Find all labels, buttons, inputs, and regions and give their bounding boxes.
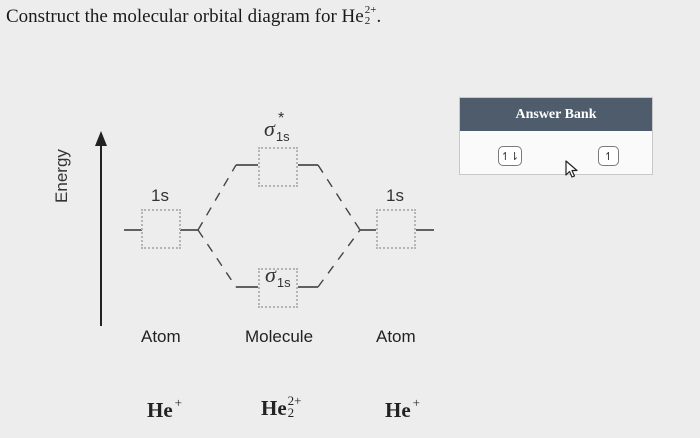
bonding-subscript: 1s xyxy=(276,275,291,290)
paired-electrons-tile[interactable]: ↿⇂ xyxy=(498,146,522,166)
right-atomic-orbital-box[interactable] xyxy=(376,209,416,249)
question-suffix: . xyxy=(376,6,382,27)
left-species xyxy=(147,395,182,423)
antibonding-star: * xyxy=(278,110,285,127)
right-column-title: Atom xyxy=(376,327,416,346)
energy-axis-label: Energy xyxy=(52,149,71,203)
left-atomic-orbital-box[interactable] xyxy=(141,209,181,249)
single-electron-tile[interactable]: ↿ xyxy=(598,146,619,166)
left-species-base: He xyxy=(147,398,173,422)
middle-species-subscript: 2 xyxy=(287,405,295,421)
bonding-orbital-label xyxy=(265,262,700,288)
middle-species-charge: 2+ xyxy=(287,393,302,409)
antibonding-symbol: σ xyxy=(264,116,275,141)
bonding-orbital-box[interactable] xyxy=(258,268,298,308)
middle-column-title: Molecule xyxy=(245,327,314,346)
answer-bank-title: Answer Bank xyxy=(460,98,652,131)
right-species-base: He xyxy=(385,398,411,422)
right-atomic-orbital-label: 1s xyxy=(386,186,404,205)
right-species xyxy=(385,395,420,423)
answer-bank xyxy=(459,97,653,175)
bonding-symbol: σ xyxy=(265,262,276,287)
left-atomic-orbital-label: 1s xyxy=(151,186,169,205)
antibonding-subscript: 1s xyxy=(275,129,290,144)
middle-species xyxy=(261,393,302,422)
mouse-cursor-icon xyxy=(565,160,581,180)
antibonding-orbital-box[interactable] xyxy=(258,147,298,187)
right-species-charge: + xyxy=(412,395,420,410)
left-column-title: Atom xyxy=(141,327,181,346)
middle-species-base: He xyxy=(261,396,287,420)
question-prefix: Construct the molecular orbital diagram for He xyxy=(6,6,364,27)
question-subscript: 2 xyxy=(364,14,371,27)
middle-species-scripts xyxy=(288,395,302,419)
energy-arrow-icon xyxy=(95,131,107,326)
question-charge: 2+ xyxy=(364,3,377,16)
left-species-charge: + xyxy=(174,395,182,410)
